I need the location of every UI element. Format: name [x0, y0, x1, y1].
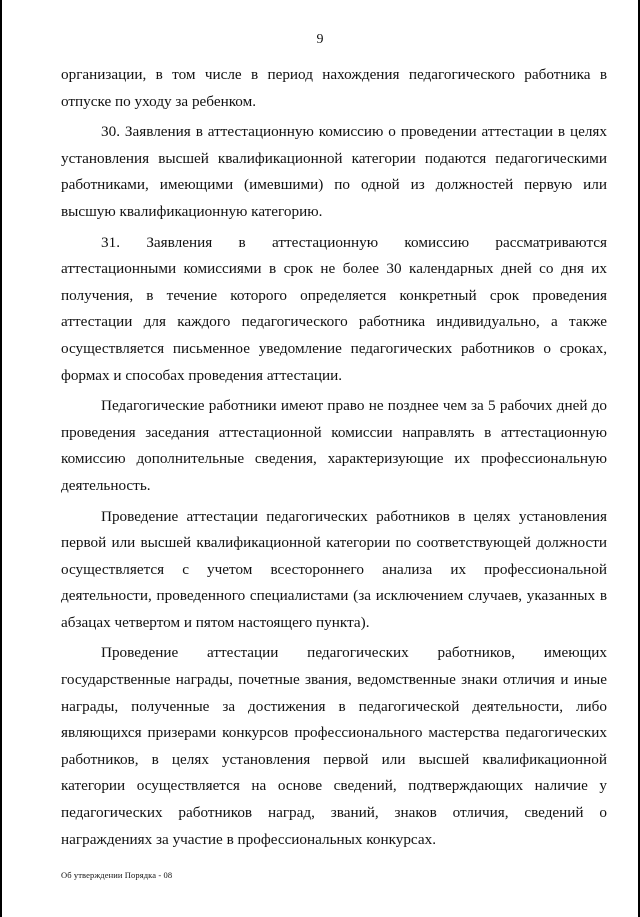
paragraph-attestation-analysis: Проведение аттестации педагогических работников в целях установления первой или высшей квалификационной категории по соответствующей должности осуществляется с учетом всестороннего анализа их профессиональной деятельности, проведенного специалистами (за исключением случаев, указанных в абзацах четвертом и пятом настоящего пункта). [61, 507, 607, 631]
document-body [61, 62, 607, 853]
paragraph-additional-info: Педагогические работники имеют право не позднее чем за 5 рабочих дней до проведения заседания аттестационной комиссии направлять в аттестационную комиссию дополнительные сведения, характеризующие их профессиональную деятельность. [61, 397, 607, 494]
document-footer: Об утверждении Порядка - 08 [61, 870, 173, 880]
paragraph-awards-attestation: Проведение аттестации педагогических работников, имеющих государственные награды, почетные звания, ведомственные знаки отличия и иные награды, полученные за достижения в педагогической деятельности, либо являющихся призерами конкурсов профессионального мастерства педагогических работников, в целях установления первой или высшей квалификационной категории осуществляется на основе сведений, подтверждающих наличие у педагогических работников наград, званий, знаков отличия, сведений о награждениях за участие в профессиональных конкурсах. [61, 644, 607, 848]
paragraph-item-30: 30. Заявления в аттестационную комиссию о проведении аттестации в целях установления высшей квалификационной категории подаются педагогическими работниками, имеющими (имевшими) по одной из должностей первую или высшую квалификационную категорию. [61, 123, 607, 220]
page-edge-left [0, 0, 2, 917]
paragraph-continuation: организации, в том числе в период нахождения педагогического работника в отпуске по уходу за ребенком. [61, 66, 607, 110]
paragraph-item-31: 31. Заявления в аттестационную комиссию рассматриваются аттестационными комиссиями в срок не более 30 календарных дней со дня их получения, в течение которого определяется конкретный срок проведения аттестации для каждого педагогического работника индивидуально, а также осуществляется письменное уведомление педагогических работников о сроках, формах и способах проведения аттестации. [61, 233, 607, 384]
page-number: 9 [316, 32, 324, 47]
